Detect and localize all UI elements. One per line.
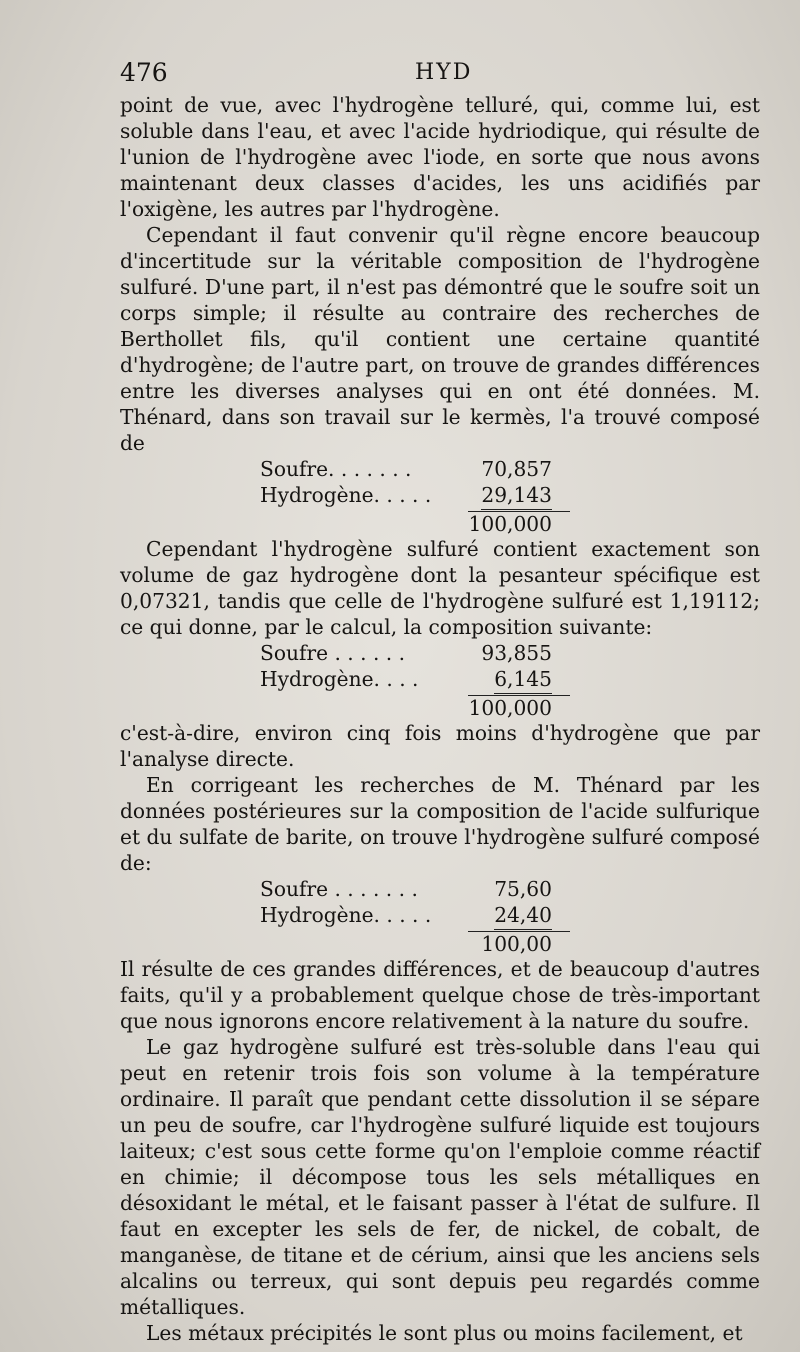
- table-total-row: [120, 928, 760, 956]
- paragraph: c'est-à-dire, environ cinq fois moins d'hydrogène que par l'analyse directe.: [120, 721, 760, 771]
- table-total: 100,000: [468, 512, 552, 536]
- table-total-row: [120, 692, 760, 720]
- table-row: [120, 902, 760, 928]
- table-label: Soufre. . . . . . .: [260, 457, 412, 481]
- paragraph: Il résulte de ces grandes différences, et de beaucoup d'autres faits, qu'il y a probablement quelque chose de très-important que nous ignorons encore relativement à la nature du soufre.: [120, 957, 760, 1033]
- paragraph: Cependant l'hydrogène sulfuré contient exactement son volume de gaz hydrogène dont la pesanteur spécifique est 0,07321, tandis que celle de l'hydrogène sulfuré est 1,19112; ce qui donne, par le calcul, la composition suivante:: [120, 537, 760, 639]
- composition-table-thenard: [120, 456, 760, 536]
- table-total-row: [120, 508, 760, 536]
- table-label: Hydrogène. . . . .: [260, 903, 432, 927]
- table-label: Soufre . . . . . . .: [260, 877, 418, 901]
- table-row: [120, 456, 760, 482]
- table-label: Hydrogène. . . .: [260, 667, 419, 691]
- paragraph: point de vue, avec l'hydrogène telluré, qui, comme lui, est soluble dans l'eau, et avec l'acide hydriodique, qui résulte de l'union de l'hydrogène avec l'iode, en sorte que nous avons maintenant deux classes d'acides, les uns acidifiés par l'oxigène, les autres par l'hydrogène.: [120, 93, 760, 221]
- body-text: [120, 92, 760, 1346]
- table-value: 24,40: [494, 902, 552, 930]
- page-number: 476: [120, 58, 168, 87]
- table-row: [120, 876, 760, 902]
- table-row: [120, 640, 760, 666]
- table-value: 75,60: [494, 877, 552, 901]
- table-row: [120, 482, 760, 508]
- table-value: 93,855: [481, 641, 552, 665]
- table-value: 6,145: [494, 666, 552, 694]
- page-header: [120, 58, 760, 90]
- table-row: [120, 666, 760, 692]
- table-value: 70,857: [481, 457, 552, 481]
- paragraph: Le gaz hydrogène sulfuré est très-soluble dans l'eau qui peut en retenir trois fois son volume à la température ordinaire. Il paraît que pendant cette dissolution il se sépare un peu de soufre, car l'hydrogène sulfuré liquide est toujours laiteux; c'est sous cette forme qu'on l'emploie comme réactif en chimie; il décompose tous les sels métalliques en désoxidant le métal, et le faisant passer à l'état de sulfure. Il faut en excepter les sels de fer, de nickel, de cobalt, de manganèse, de titane et de cérium, ainsi que les anciens sels alcalins ou terreux, qui sont depuis peu regardés comme métalliques.: [120, 1035, 760, 1319]
- table-value: 29,143: [481, 482, 552, 510]
- running-head: HYD: [415, 60, 473, 85]
- table-total: 100,00: [481, 932, 552, 956]
- composition-table-corrected: [120, 876, 760, 956]
- paragraph: Cependant il faut convenir qu'il règne encore beaucoup d'incertitude sur la véritable composition de l'hydrogène sulfuré. D'une part, il n'est pas démontré que le soufre soit un corps simple; il résulte au contraire des recherches de Berthollet fils, qu'il contient une certaine quantité d'hydrogène; de l'autre part, on trouve de grandes différences entre les diverses analyses qui en ont été données. M. Thénard, dans son travail sur le kermès, l'a trouvé composé de: [120, 223, 760, 455]
- table-label: Hydrogène. . . . .: [260, 483, 432, 507]
- table-label: Soufre . . . . . .: [260, 641, 406, 665]
- composition-table-calculated: [120, 640, 760, 720]
- paragraph: En corrigeant les recherches de M. Thénard par les données postérieures sur la composition de l'acide sulfurique et du sulfate de barite, on trouve l'hydrogène sulfuré composé de:: [120, 773, 760, 875]
- paragraph: Les métaux précipités le sont plus ou moins facilement, et: [146, 1321, 743, 1345]
- table-total: 100,000: [468, 696, 552, 720]
